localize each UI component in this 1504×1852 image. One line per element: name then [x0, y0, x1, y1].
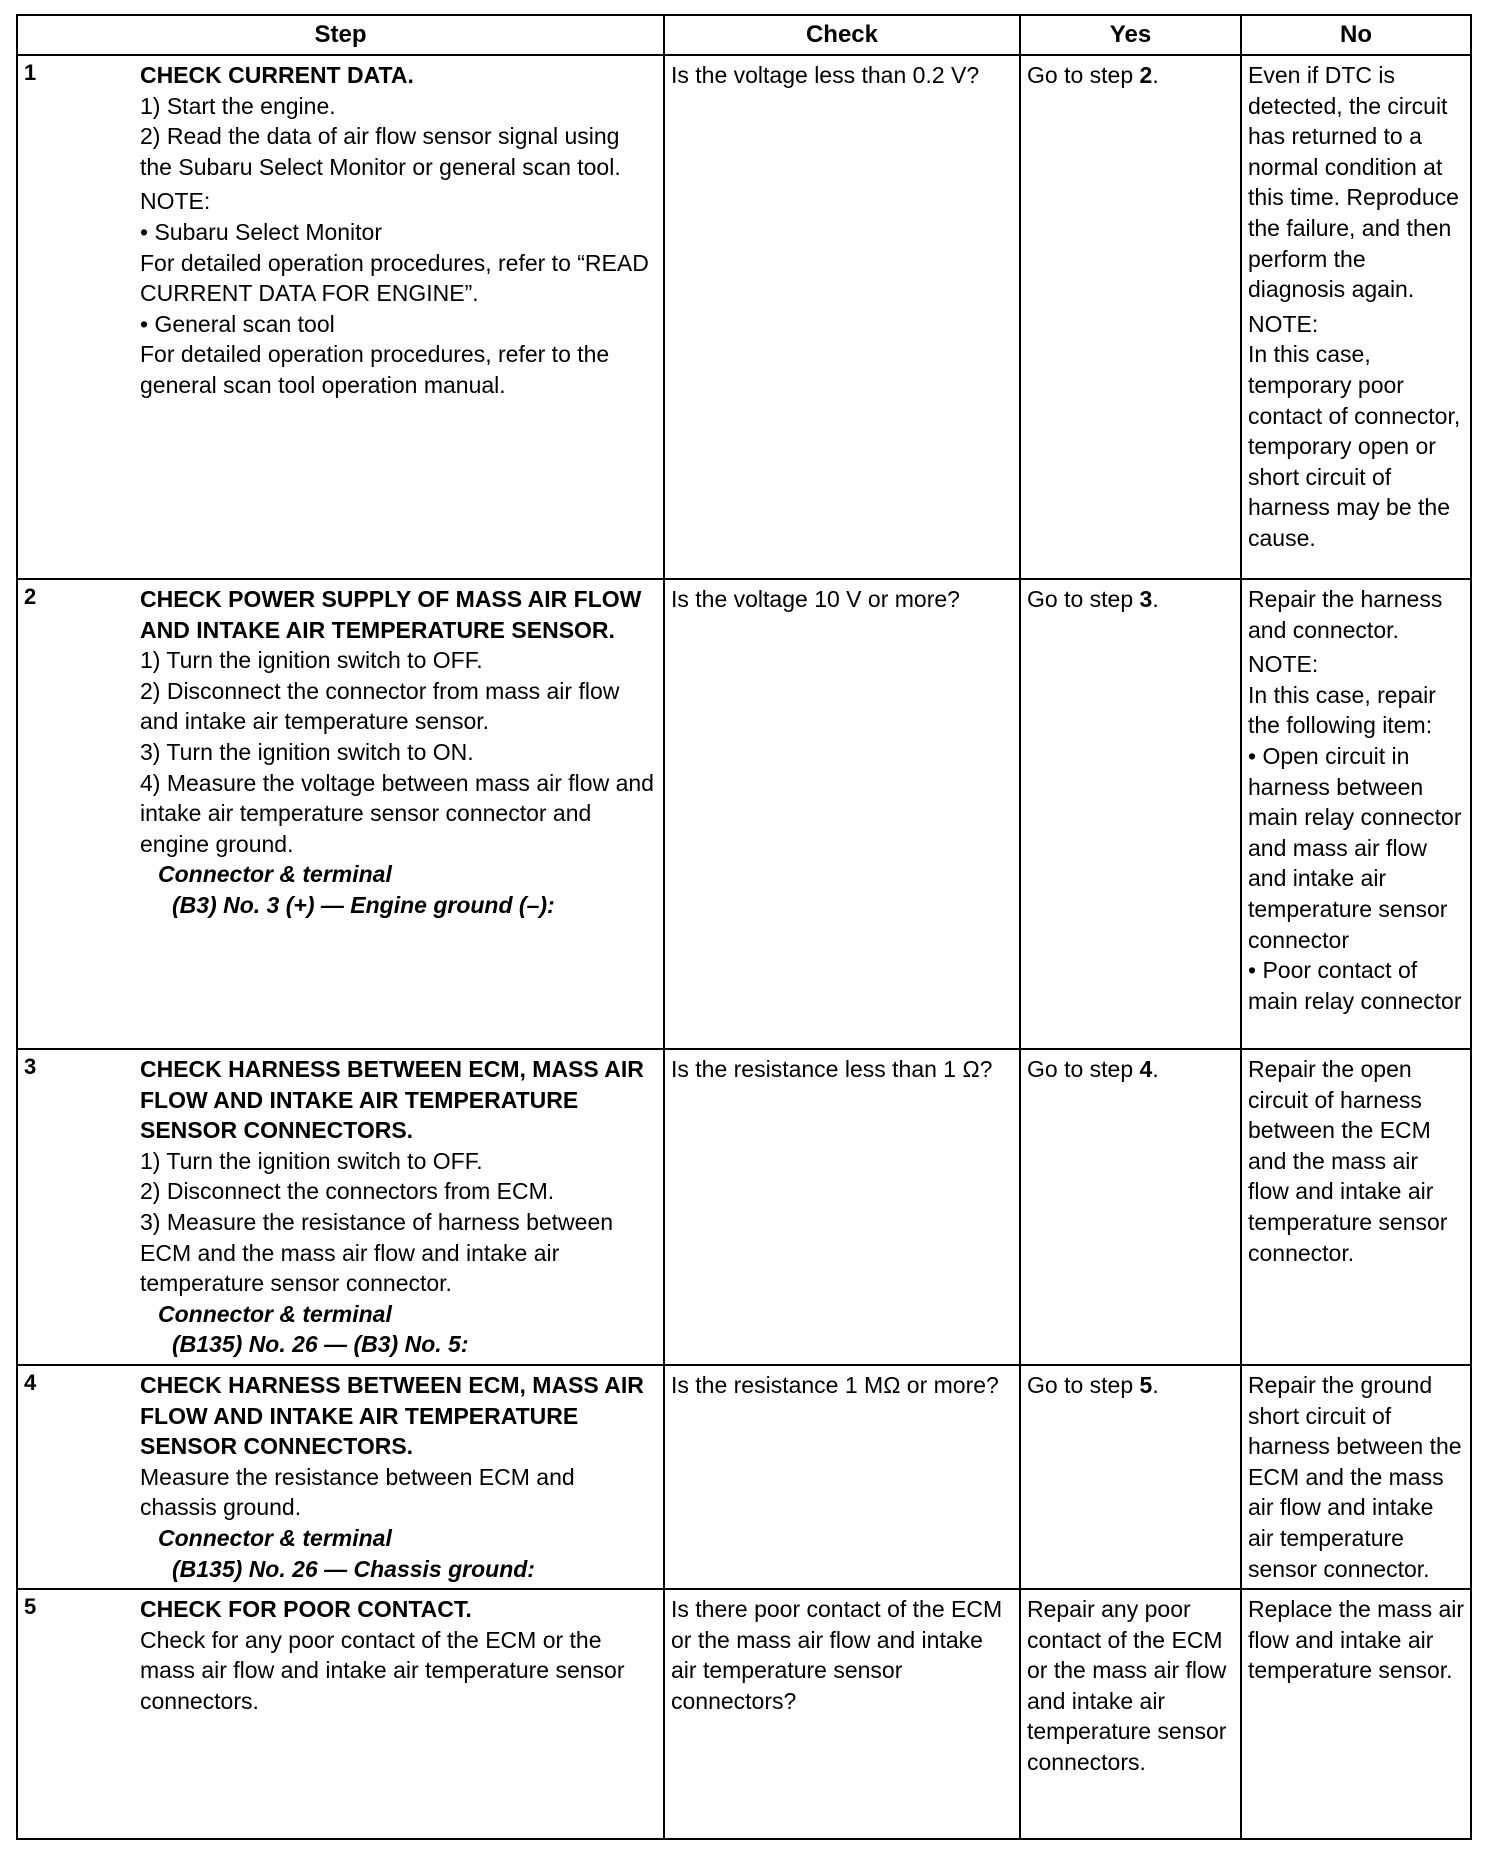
- step-cell: [17, 1589, 664, 1839]
- yes-cell: [1020, 579, 1241, 1049]
- step-line: Check for any poor contact of the ECM or the mass air flow and intake air temperature sensor connectors.: [140, 1626, 625, 1714]
- step-line: 1) Turn the ignition switch to OFF.: [140, 647, 483, 674]
- note-label: NOTE:: [140, 188, 211, 215]
- step-line: 3) Turn the ignition switch to ON.: [140, 738, 474, 765]
- yes-text: Go to step: [1027, 62, 1140, 88]
- step-line: 3) Measure the resistance of harness between ECM and the mass air flow and intake air temperature sensor connector.: [140, 1208, 614, 1297]
- step-line: 1) Turn the ignition switch to OFF.: [140, 1147, 483, 1174]
- step-line: 2) Disconnect the connector from mass air flow and intake air temperature sensor.: [140, 677, 620, 735]
- no-text: Even if DTC is detected, the circuit has returned to a normal condition at this time. Reproduce the failure, and then perform the diagnosis again.: [1248, 62, 1459, 303]
- table-row: [17, 55, 1471, 579]
- connector-label: Connector & terminal: [158, 861, 392, 888]
- header-no: No: [1241, 15, 1471, 55]
- yes-step-link[interactable]: 5: [1139, 1371, 1153, 1398]
- note-label: NOTE:: [1248, 310, 1319, 337]
- note-text: In this case, temporary poor contact of connector, temporary open or short circuit of harness may be the cause.: [1248, 341, 1461, 551]
- note-line: • General scan tool: [140, 310, 335, 337]
- step-line: Measure the resistance between ECM and chassis ground.: [140, 1463, 575, 1521]
- step-line: 4) Measure the voltage between mass air flow and intake air temperature sensor connector and engine ground.: [140, 769, 654, 857]
- header-step: Step: [17, 15, 664, 55]
- connector-terminal: (B135) No. 26 — Chassis ground:: [172, 1555, 535, 1582]
- yes-text: Go to step: [1027, 1056, 1140, 1082]
- no-cell: Replace the mass air flow and intake air temperature sensor.: [1241, 1589, 1471, 1839]
- check-cell: Is the resistance less than 1 Ω?: [664, 1049, 1020, 1365]
- connector-label: Connector & terminal: [158, 1300, 392, 1327]
- note-label: NOTE:: [1248, 651, 1319, 678]
- note-text: In this case, repair the following item:: [1248, 681, 1436, 739]
- step-cell: [17, 579, 664, 1049]
- connector-terminal: (B3) No. 3 (+) — Engine ground (–):: [172, 891, 555, 918]
- note-line: For detailed operation procedures, refer to “READ CURRENT DATA FOR ENGINE”.: [140, 249, 649, 307]
- check-cell: Is the resistance 1 MΩ or more?: [664, 1365, 1020, 1589]
- check-cell: Is the voltage less than 0.2 V?: [664, 55, 1020, 579]
- step-title: CHECK POWER SUPPLY OF MASS AIR FLOW AND INTAKE AIR TEMPERATURE SENSOR.: [140, 586, 642, 643]
- step-number: 2: [24, 584, 37, 609]
- yes-cell: [1020, 1049, 1241, 1365]
- yes-cell: Repair any poor contact of the ECM or the mass air flow and intake air temperature sensor connectors.: [1020, 1589, 1241, 1839]
- step-line: 2) Read the data of air flow sensor signal using the Subaru Select Monitor or general scan tool.: [140, 123, 621, 180]
- note-bullet: • Poor contact of main relay connector: [1248, 957, 1462, 1014]
- header-yes: Yes: [1020, 15, 1241, 55]
- yes-cell: [1020, 1365, 1241, 1589]
- yes-text: Go to step: [1027, 586, 1140, 612]
- step-number: 5: [24, 1594, 37, 1620]
- yes-suffix: .: [1152, 62, 1159, 88]
- yes-cell: [1020, 55, 1241, 579]
- yes-text: Go to step: [1027, 1371, 1140, 1398]
- yes-step-link[interactable]: 2: [1139, 62, 1153, 88]
- yes-suffix: .: [1152, 586, 1159, 612]
- no-cell: Repair the ground short circuit of harness between the ECM and the mass air flow and intake air temperature sensor connector.: [1241, 1365, 1471, 1589]
- yes-suffix: .: [1152, 1371, 1159, 1398]
- step-cell: [17, 1049, 664, 1365]
- note-bullet: • Open circuit in harness between main relay connector and mass air flow and intake air temperature sensor connector: [1248, 742, 1462, 953]
- step-title: CHECK HARNESS BETWEEN ECM, MASS AIR FLOW AND INTAKE AIR TEMPERATURE SENSOR CONNECTORS.: [140, 1056, 644, 1144]
- check-cell: Is there poor contact of the ECM or the mass air flow and intake air temperature sensor connectors?: [664, 1589, 1020, 1839]
- yes-step-link[interactable]: 4: [1139, 1056, 1153, 1082]
- no-text: Repair the harness and connector.: [1248, 586, 1443, 643]
- table-row: [17, 579, 1471, 1049]
- step-line: 1) Start the engine.: [140, 92, 336, 119]
- step-title: CHECK FOR POOR CONTACT.: [140, 1596, 472, 1623]
- step-title: CHECK CURRENT DATA.: [140, 62, 414, 88]
- check-cell: Is the voltage 10 V or more?: [664, 579, 1020, 1049]
- yes-suffix: .: [1152, 1056, 1159, 1082]
- table-row: [17, 1589, 1471, 1839]
- table-row: [17, 1049, 1471, 1365]
- yes-step-link[interactable]: 3: [1139, 586, 1153, 612]
- step-title: CHECK HARNESS BETWEEN ECM, MASS AIR FLOW AND INTAKE AIR TEMPERATURE SENSOR CONNECTORS.: [140, 1371, 644, 1460]
- note-line: • Subaru Select Monitor: [140, 218, 383, 245]
- step-line: 2) Disconnect the connectors from ECM.: [140, 1178, 555, 1205]
- step-cell: [17, 1365, 664, 1589]
- no-cell: [1241, 579, 1471, 1049]
- no-cell: [1241, 55, 1471, 579]
- connector-terminal: (B135) No. 26 — (B3) No. 5:: [172, 1331, 469, 1358]
- step-number: 3: [24, 1054, 37, 1079]
- step-number: 4: [24, 1369, 37, 1395]
- step-number: 1: [24, 60, 37, 85]
- table-row: [17, 1365, 1471, 1589]
- header-row: [17, 15, 1471, 55]
- diagnostic-table: [16, 14, 1472, 1840]
- header-check: Check: [664, 15, 1020, 55]
- connector-label: Connector & terminal: [158, 1524, 392, 1551]
- step-cell: [17, 55, 664, 579]
- note-line: For detailed operation procedures, refer to the general scan tool operation manual.: [140, 341, 610, 398]
- no-cell: Repair the open circuit of harness between the ECM and the mass air flow and intake air temperature sensor connector.: [1241, 1049, 1471, 1365]
